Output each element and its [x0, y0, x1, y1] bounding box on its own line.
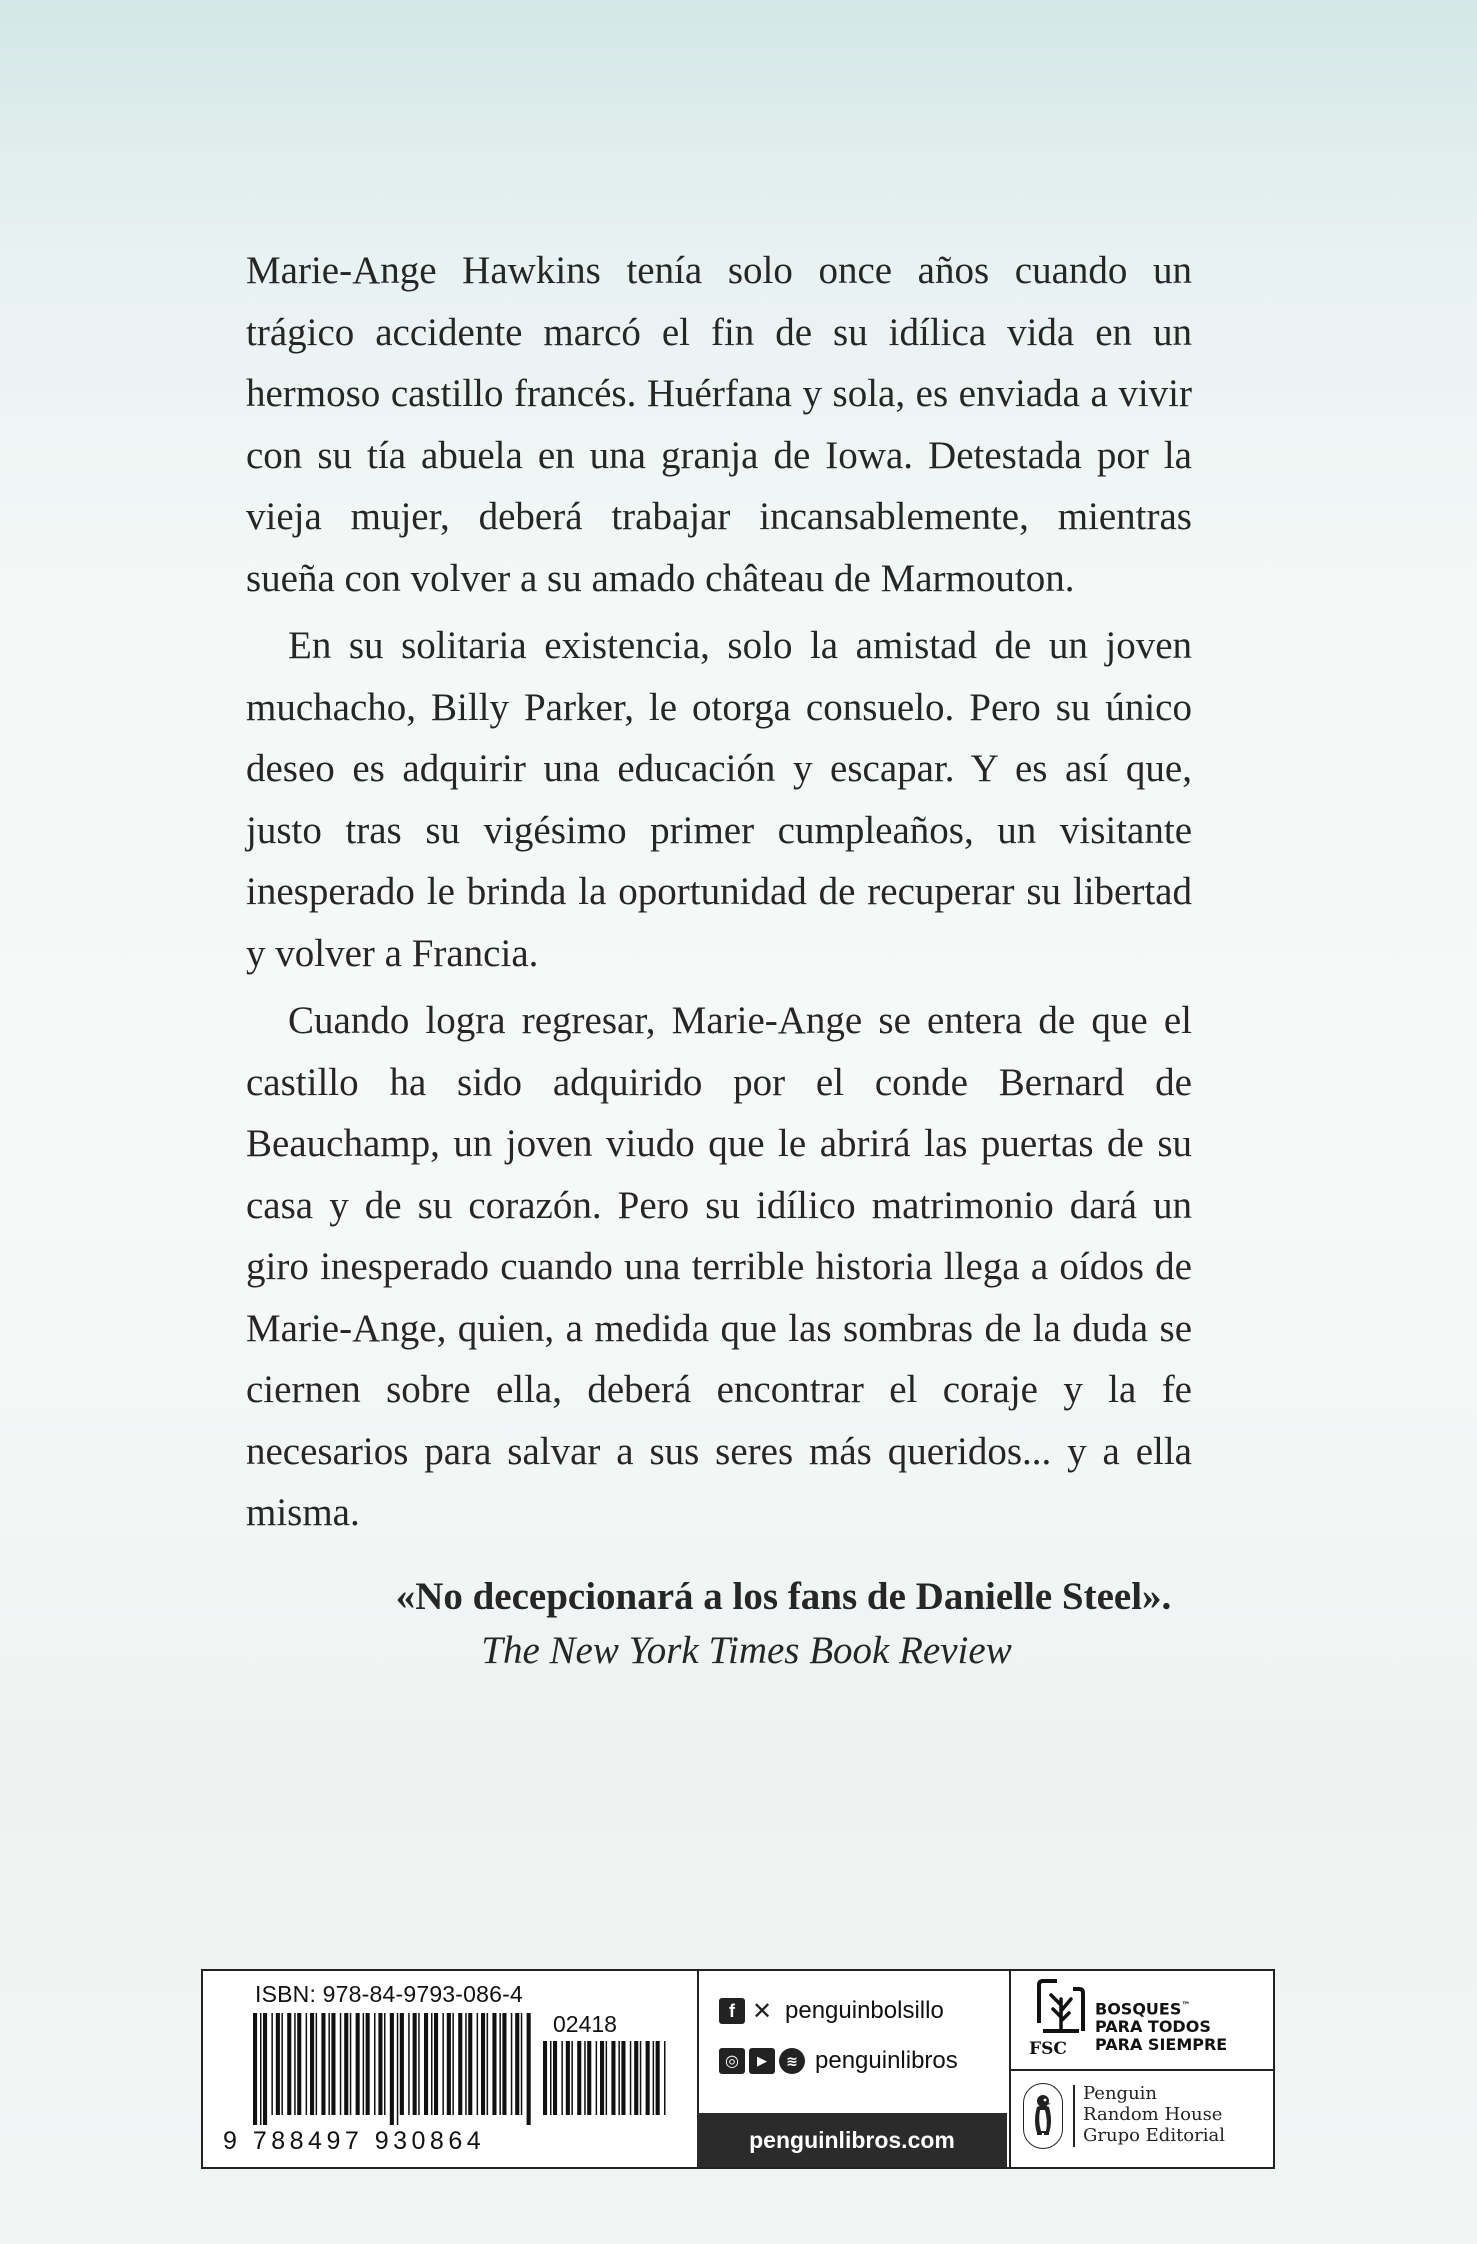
spotify-icon[interactable]: ≋	[779, 2048, 805, 2074]
social-row-1	[719, 1997, 944, 2025]
website-link[interactable]: penguinlibros.com	[697, 2113, 1007, 2167]
penguin-icon	[1023, 2083, 1063, 2149]
ean-digits: 9 788497 930864	[223, 2127, 486, 2155]
ean-barcode-icon	[253, 2013, 535, 2125]
synopsis-paragraph-2: En su solitaria existencia, solo la amistad de un joven muchacho, Billy Parker, le otorga consuelo. Pero su único deseo es adquirir una educación y escapar. Y es así que, justo tras su vigésimo primer cumpleaños, un visitante inesperado le brinda la oportunidad de recuperar su libertad y volver a Francia.	[246, 624, 1192, 975]
isbn-label: ISBN: 978-84-9793-086-4	[255, 1981, 523, 2007]
instagram-icon[interactable]: ◎	[719, 2048, 745, 2074]
publisher-logo	[1009, 2069, 1273, 2167]
synopsis-paragraph-1: Marie-Ange Hawkins tenía solo once años cuando un trágico accidente marcó el fin de su idílica vida en un hermoso castillo francés. Huérfana y sola, es enviada a vivir con su tía abuela en una granja de Iowa. Detestada por la vieja mujer, deberá trabajar incansablemente, mientras sueña con volver a su amado château de Marmouton.	[246, 249, 1192, 600]
publisher-line-3: Grupo Editorial	[1083, 2125, 1225, 2146]
social-row-2	[719, 2047, 958, 2075]
x-icon[interactable]: ✕	[751, 1997, 773, 2025]
publisher-name	[1083, 2083, 1225, 2146]
fsc-letters: FSC	[1029, 2039, 1067, 2059]
fsc-line-3: PARA SIEMPRE	[1095, 2035, 1228, 2055]
handle-penguinlibros[interactable]: penguinlibros	[815, 2047, 958, 2074]
fsc-tree-icon	[1033, 1979, 1089, 2037]
handle-penguinbolsillo[interactable]: penguinbolsillo	[785, 1997, 944, 2024]
quote-source: The New York Times Book Review	[481, 1629, 1012, 1672]
back-cover-info-box	[201, 1969, 1275, 2169]
quote-text: «No decepcionará a los fans de Danielle Steel».	[395, 1575, 1172, 1618]
social-panel	[697, 1971, 1011, 2167]
publisher-line-2: Random House	[1083, 2104, 1223, 2125]
facebook-icon[interactable]: f	[719, 1998, 745, 2024]
synopsis	[246, 240, 1192, 1544]
brand-panel	[1009, 1971, 1273, 2167]
fsc-tm: ™	[1181, 2001, 1191, 2011]
fsc-slogan	[1095, 1997, 1227, 2054]
fsc-line-2: PARA TODOS	[1095, 2017, 1211, 2037]
fsc-line-1: BOSQUES	[1095, 1999, 1182, 2019]
publisher-line-1: Penguin	[1083, 2083, 1158, 2104]
review-quote	[0, 1570, 1477, 1678]
publisher-divider	[1073, 2085, 1075, 2147]
barcode-addon-digits: 02418	[553, 2011, 617, 2037]
fsc-badge	[1009, 1971, 1273, 2071]
barcode-panel	[203, 1971, 699, 2167]
youtube-icon[interactable]: ▶	[749, 2048, 775, 2074]
addon-barcode-icon	[543, 2041, 667, 2125]
synopsis-paragraph-3: Cuando logra regresar, Marie-Ange se entera de que el castillo ha sido adquirido por el conde Bernard de Beauchamp, un joven viudo que le abrirá las puertas de su casa y de su corazón. Pero su idílico matrimonio dará un giro inesperado cuando una terrible historia llega a oídos de Marie-Ange, quien, a medida que las sombras de la duda se ciernen sobre ella, deberá encontrar el coraje y la fe necesarios para salvar a sus seres más queridos... y a ella misma.	[246, 999, 1192, 1534]
